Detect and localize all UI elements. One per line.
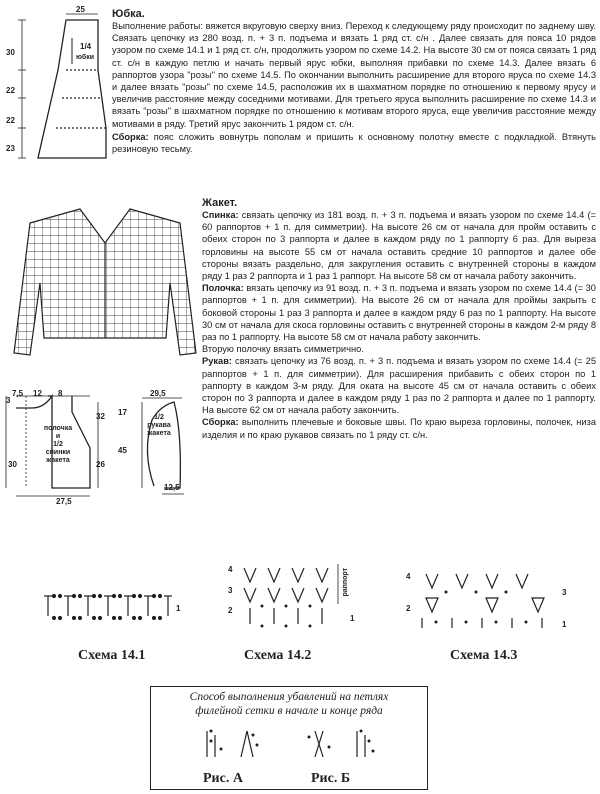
scheme-14-1-caption: Схема 14.1: [78, 648, 146, 663]
pd-left-1: 3: [6, 396, 11, 405]
pd-bottom: 27,5: [56, 497, 72, 506]
jacket-back: [202, 209, 596, 282]
jacket-front-text: вязать цепочку из 91 возд. п. + 3 п. подъема и вязать узором по схеме 14.4 (= 30 раппортов + 1 п. для симметрии). На высоте 26 см от начала для проймы закрыть с боковой стороны 1 раз 3 раппорта и далее в каждом ряду 6 раз по 1 раппорту. На высоте 30 см от начала для скоса горловины оставить с внутренней стороны в каждом 2-м ряду 8 раз по 1 раппорту. На высоте 58 см от начала работу закончить.: [202, 283, 596, 343]
skirt-dim-left-3: 22: [6, 116, 15, 125]
jacket-sketch: [10, 203, 200, 373]
jacket-sleeve-text: связать цепочку из 76 возд. п. + 3 п. подъема и вязать узором по схеме 14.4 (= 25 раппортов + 1 п. для симметрии). Для расширения прибавить с обеих сторон по 1 раппорту в каждом 3-м ряду. Для оката на высоте 45 см от начала оставить с обеих сторон по 3 раппорта и далее в каждом ряду 1 раз по 2 раппорта и далее по 1 раппорту. На высоте 62 см от начала работу закончить.: [202, 356, 596, 416]
pd-mid-2: 26: [96, 460, 105, 469]
skirt-dim-top: 25: [76, 5, 85, 14]
skirt-assembly-label: Сборка:: [112, 131, 149, 142]
pd-top-2: 12: [33, 389, 42, 398]
pd-front-label-1: полочка: [43, 425, 73, 432]
jacket-assembly-text: выполнить плечевые и боковые швы. По краю выреза горловины, полочек, низа изделия и по краю рукавов связать по 1 ряду ст. с/н.: [202, 417, 596, 440]
pd-mid-1: 32: [96, 412, 105, 421]
skirt-body: Выполнение работы: вяжется вкруговую сверху вниз. Переход к следующему ряду происходит по заднему шву. Связать цепочку из 280 возд. п. + 3 п. подъема и вязать 1 ряд ст. с/н . Далее связать для пояса 10 рядов узором по схеме 14.1 и 1 ряд ст. с/н, продолжить узором по схеме 14.2. На высоте 30 см от пояса связать 1 ряд ст. с/н в каждую петлю и начать первый ярус юбки, выполняя прибавки по схеме 14.3. Далее вязать 6 раппортов узора "розы" по схеме 14.5. По окончании выполнить расширение для второго яруса по схеме 14.3 и далее вязать "розы" по схеме 14.5, расположив их в шахматном порядке по отношению к первому ярусу и увеличив расстояние между соседними мотивами. Для третьего яруса выполнить расширение по схеме 14.3 и вязать "розы" в шахматном порядке по отношению к мотивам второго яруса, еще увеличив расстояние между мотивами в ряду. Третий ярус закончить 1 рядом ст. с/н.: [112, 21, 596, 129]
pd-front-label: [36, 425, 80, 465]
pd-front-label-5: жакета: [46, 457, 70, 464]
pd-top-3: 8: [58, 389, 63, 398]
pd-bottom-right: 12,5: [164, 483, 180, 492]
jacket-assembly-label: Сборка:: [202, 417, 239, 428]
skirt-dim-left-1: 30: [6, 48, 15, 57]
skirt-inner-label-2: юбки: [76, 54, 95, 61]
skirt-assembly-text: пояс сложить вовнутрь пополам и пришить к основному полотну вместе с подкладкой. Втянуть резиновую тесьму.: [112, 131, 596, 155]
skirt-assembly: [112, 131, 596, 155]
pd-right-2: 45: [118, 446, 127, 455]
jacket-front2: Вторую полочку вязать симметрично.: [202, 344, 364, 355]
scheme-14-2-row-2: 2: [228, 606, 233, 615]
scheme-14-2: [234, 560, 354, 630]
scheme-14-3: [412, 570, 562, 630]
pd-front-label-3: 1/2: [53, 441, 63, 448]
pd-sleeve-label-1: 1/2: [154, 414, 164, 421]
pd-sleeve-label-3: жакета: [147, 430, 171, 437]
pd-left-2: 30: [8, 460, 17, 469]
scheme-14-3-row-2: 2: [406, 604, 411, 613]
pd-right-1: 17: [118, 408, 127, 417]
scheme-14-3-row-4: 4: [406, 572, 411, 581]
decrease-box-title-1: Способ выполнения убавлений на петлях: [189, 691, 389, 703]
jacket-sleeve-label: Рукав:: [202, 356, 233, 367]
scheme-14-1-row: 1: [176, 604, 181, 613]
pd-top-right: 29,5: [150, 389, 166, 398]
jacket-back-label: Спинка:: [202, 210, 239, 220]
decrease-figures: [197, 725, 387, 761]
scheme-14-3-caption: Схема 14.3: [450, 648, 518, 663]
skirt-diagram: [2, 8, 110, 183]
pd-sleeve-label-2: рукава: [147, 422, 171, 429]
pd-top-1: 7,5: [12, 389, 24, 398]
jacket-front-label: Полочка:: [202, 283, 244, 294]
jacket-back-text: связать цепочку из 181 возд. п. + 3 п. подъема и вязать узором по схеме 14.4 (= 60 раппортов + 1 п. для симметрии). На высоте 26 см от начала для пройм оставить с обеих сторон по 3 раппорта и далее в каждом ряду по 1 раппорту 6 раз. Для выреза горловины на высоте 55 см от начала оставить средние 10 раппортов и далее обе стороны вязать раздельно, для закругления оставить с внутренней стороны в каждом ряду 1 раз 2 раппорта и 1 раз 1 раппорт. На высоте 58 см от начала работу закончить.: [202, 210, 596, 282]
jacket-front: [202, 282, 596, 343]
fig-b-caption: Рис. Б: [311, 771, 351, 786]
pd-front-label-2: и: [55, 433, 61, 440]
jacket-sleeve: [202, 355, 596, 416]
skirt-inner-label-1: 1/4: [80, 42, 92, 51]
scheme-14-2-row-4: 4: [228, 565, 233, 574]
pd-sleeve-label: [142, 414, 176, 438]
jacket-section: [202, 197, 596, 441]
jacket-title: Жакет.: [202, 197, 238, 209]
scheme-14-2-row-3: 3: [228, 586, 233, 595]
pd-front-label-4: спинки: [45, 449, 71, 456]
scheme-14-2-rapport: раппорт: [342, 568, 349, 597]
skirt-section: [112, 8, 596, 155]
decrease-box: [150, 686, 428, 790]
skirt-title: Юбка.: [112, 8, 145, 20]
skirt-dim-left-4: 23: [6, 144, 15, 153]
scheme-14-2-caption: Схема 14.2: [244, 648, 312, 663]
fig-a-caption: Рис. А: [203, 771, 243, 786]
jacket-assembly: [202, 416, 596, 440]
decrease-box-title-2: филейной сетки в начале и конце ряда: [195, 705, 383, 717]
decrease-box-title: [151, 690, 427, 718]
scheme-14-3-row-3: 3: [562, 588, 567, 597]
scheme-14-2-row-1: 1: [350, 614, 355, 623]
scheme-14-3-row-1: 1: [562, 620, 567, 629]
skirt-dim-left-2: 22: [6, 86, 15, 95]
